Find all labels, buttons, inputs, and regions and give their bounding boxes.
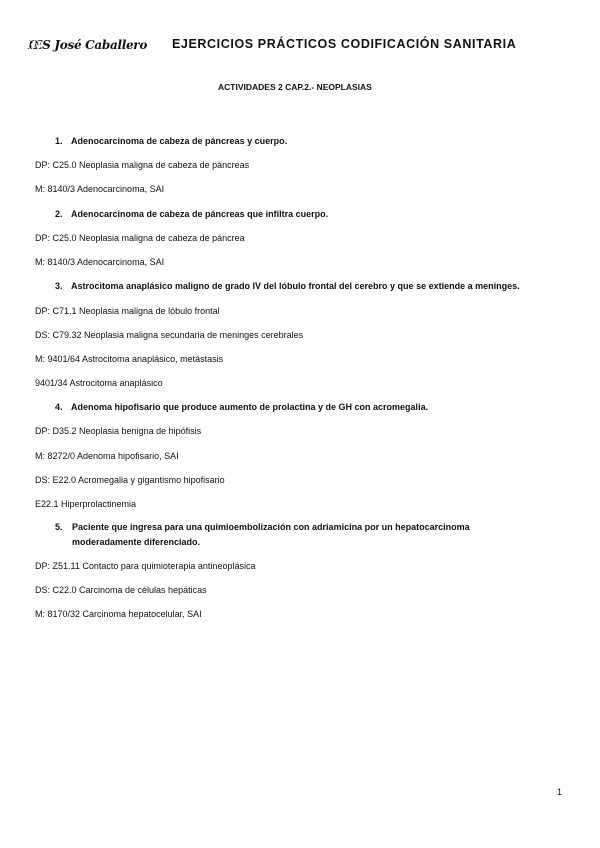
page-number: 1 <box>557 787 563 797</box>
document-title: EJERCICIOS PRÁCTICOS CODIFICACIÓN SANITARIA <box>172 37 517 51</box>
logo-text: IES José Caballero <box>28 38 148 52</box>
question-text: Paciente que ingresa para una quimioembolización con adriamicina por un hepatocarcinoma moderadamente diferenciado. <box>72 522 470 547</box>
answer-line: DP: C71.1 Neoplasia maligna de lóbulo frontal <box>35 306 220 316</box>
question-text: Adenocarcinoma de cabeza de páncreas y cuerpo. <box>71 136 288 146</box>
question-number: 1. <box>55 136 63 146</box>
answer-line: M: 8140/3 Adenocarcinoma, SAI <box>35 184 165 194</box>
question-number: 3. <box>55 281 63 291</box>
question-3 <box>55 281 520 291</box>
question-2 <box>55 209 328 219</box>
question-text: Adenocarcinoma de cabeza de páncreas que infiltra cuerpo. <box>71 209 329 219</box>
answer-line: DS: C22.0 Carcinoma de células hepáticas <box>35 585 207 595</box>
question-number: 5. <box>55 522 63 532</box>
school-logo <box>24 30 148 60</box>
question-text: Adenoma hipofisario que produce aumento de prolactina y de GH con acromegalia. <box>71 402 429 412</box>
answer-line: M: 8170/32 Carcinoma hepatocelular, SAI <box>35 609 202 619</box>
question-number: 4. <box>55 402 63 412</box>
answer-line: M: 8140/3 Adenocarcinoma, SAI <box>35 257 165 267</box>
question-5 <box>55 520 525 550</box>
answer-line: DP: Z51.11 Contacto para quimioterapia antineoplásica <box>35 561 256 571</box>
answer-line: DP: C25.0 Neoplasia maligna de cabeza de páncrea <box>35 233 245 243</box>
answer-line: M: 9401/64 Astrocitoma anaplásico, metástasis <box>35 354 224 364</box>
question-number: 2. <box>55 209 63 219</box>
answer-line: 9401/34 Astrocitoma anaplásico <box>35 378 163 388</box>
answer-line: M: 8272/0 Adenoma hipofisario, SAI <box>35 451 179 461</box>
question-4 <box>55 402 428 412</box>
question-text: Astrocitoma anaplásico maligno de grado IV del lóbulo frontal del cerebro y que se extiende a meninges. <box>71 281 520 291</box>
answer-line: DP: D35.2 Neoplasia benigna de hipófisis <box>35 426 202 436</box>
answer-line: DS: C79.32 Neoplasia maligna secundaria de meninges cerebrales <box>35 330 304 340</box>
question-1 <box>55 136 287 146</box>
answer-line: DS: E22.0 Acromegalia y gigantismo hipofisario <box>35 475 225 485</box>
answer-line: E22.1 Hiperprolactinemia <box>35 499 137 509</box>
activity-subtitle: ACTIVIDADES 2 CAP.2.- NEOPLASIAS <box>218 82 372 92</box>
answer-line: DP: C25.0 Neoplasia maligna de cabeza de páncreas <box>35 160 250 170</box>
